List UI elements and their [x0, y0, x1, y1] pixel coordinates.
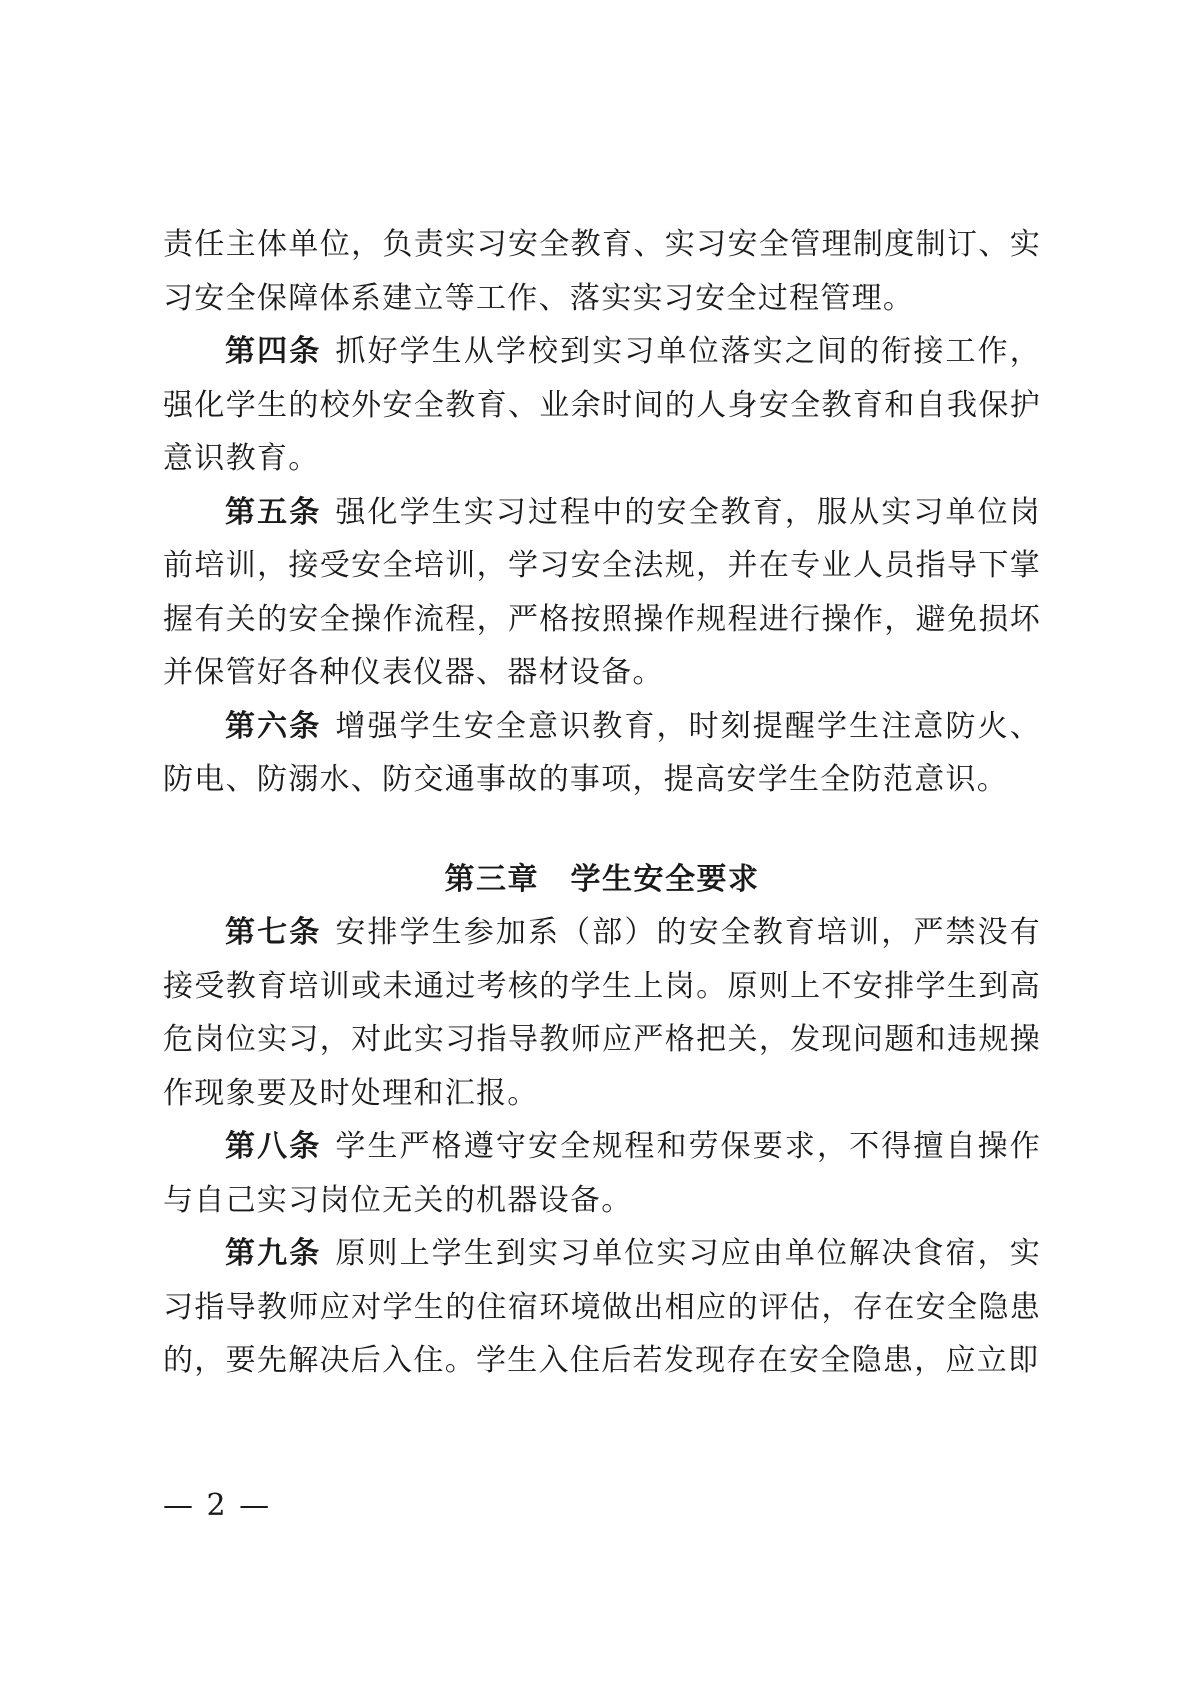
- article-9: [163, 1227, 1041, 1388]
- article-text: 原则上学生到实习单位实习应由单位解决食宿，实习指导教师应对学生的住宿环境做出相应的评估，存在安全隐患的，要先解决后入住。学生入住后若发现存在安全隐患，应立即: [163, 1236, 1041, 1378]
- article-heading: 第八条: [225, 1129, 322, 1164]
- article-text: 安排学生参加系（部）的安全教育培训，严禁没有接受教育培训或未通过考核的学生上岗。原则上不安排学生到高危岗位实习，对此实习指导教师应严格把关，发现问题和违规操作现象要及时处理和汇报。: [163, 915, 1041, 1111]
- article-6: [163, 700, 1041, 807]
- article-text: 强化学生实习过程中的安全教育，服从实习单位岗前培训，接受安全培训，学习安全法规，并在专业人员指导下掌握有关的安全操作流程，严格按照操作规程进行操作，避免损坏并保管好各种仪表仪器、器材设备。: [163, 494, 1041, 690]
- article-7: [163, 906, 1041, 1120]
- paragraph-text: 责任主体单位，负责实习安全教育、实习安全管理制度制订、实习安全保障体系建立等工作、落实实习安全过程管理。: [163, 227, 1041, 316]
- chapter-spacer: [163, 807, 1041, 853]
- article-heading: 第七条: [225, 915, 322, 950]
- article-heading: 第六条: [225, 708, 322, 744]
- article-4: [163, 325, 1041, 486]
- article-heading: 第五条: [225, 494, 322, 530]
- paragraph-continuation: [163, 218, 1041, 325]
- article-text: 学生严格遵守安全规程和劳保要求，不得擅自操作与自己实习岗位无关的机器设备。: [163, 1129, 1041, 1218]
- article-text: 增强学生安全意识教育，时刻提醒学生注意防火、防电、防溺水、防交通事故的事项，提高安学生全防范意识。: [163, 708, 1041, 797]
- article-heading: 第四条: [225, 334, 322, 369]
- document-body: [163, 218, 1041, 1388]
- article-heading: 第九条: [225, 1236, 322, 1271]
- chapter-title: 第三章 学生安全要求: [444, 861, 760, 897]
- article-8: [163, 1120, 1041, 1227]
- page-number: — 2 —: [163, 1488, 272, 1523]
- article-text: 抓好学生从学校到实习单位落实之间的衔接工作，强化学生的校外安全教育、业余时间的人身安全教育和自我保护意识教育。: [163, 334, 1041, 476]
- article-5: [163, 486, 1041, 700]
